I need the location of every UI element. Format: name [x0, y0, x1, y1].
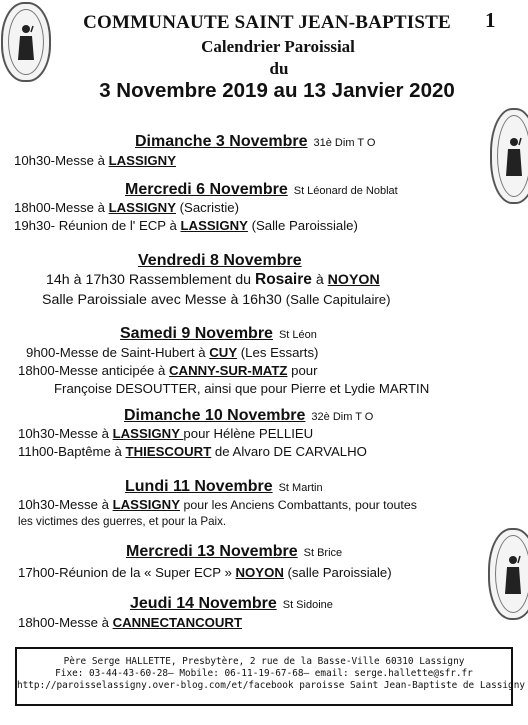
event-place: LASSIGNY	[112, 426, 184, 441]
event-line	[42, 292, 391, 308]
day-saint: 31è Dim T O	[313, 137, 376, 149]
page-title: COMMUNAUTE SAINT JEAN-BAPTISTE	[83, 12, 451, 33]
event-text: (Sacristie)	[176, 200, 240, 215]
day-title: Dimanche 10 Novembre	[124, 407, 306, 424]
day-title: Vendredi 8 Novembre	[138, 252, 302, 269]
day-saint: St Sidoine	[282, 599, 333, 611]
event-line	[18, 615, 242, 631]
event-place: NOYON	[327, 272, 380, 288]
event-place: THIESCOURT	[125, 444, 212, 459]
day-heading	[120, 324, 317, 345]
day-saint: St Martin	[278, 482, 323, 494]
event-text: 18h00-Messe à	[14, 200, 109, 215]
day-title: Lundi 11 Novembre	[125, 478, 273, 495]
contact-website: http://paroisselassigny.over-blog.com/et/facebook paroisse Saint Jean-Baptiste de Lassigny	[17, 680, 525, 691]
event-text: (Salle Capitulaire)	[285, 292, 391, 307]
contact-address: Père Serge HALLETTE, Presbytère, 2 rue de la Basse-Ville 60310 Lassigny	[63, 656, 465, 667]
contact-box	[15, 647, 525, 706]
day-title: Jeudi 14 Novembre	[130, 595, 277, 612]
day-saint: 32è Dim T O	[311, 411, 374, 423]
event-text: de Alvaro DE CARVALHO	[211, 444, 367, 459]
event-text: à	[311, 272, 328, 288]
day-title: Mercredi 13 Novembre	[126, 543, 298, 560]
day-title: Dimanche 3 Novembre	[135, 133, 308, 150]
event-text: (Salle Paroissiale)	[247, 218, 358, 233]
event-text: 9h00-Messe de Saint-Hubert à	[26, 345, 210, 360]
day-title: Mercredi 6 Novembre	[125, 181, 288, 198]
event-place: CANNY-SUR-MATZ	[169, 363, 288, 378]
page-subtitle: Calendrier Paroissial	[201, 37, 355, 56]
event-line	[14, 200, 239, 216]
day-saint: St Léonard de Noblat	[293, 185, 398, 197]
event-text: pour Hélène PELLIEU	[183, 426, 314, 441]
event-text: 17h00-Réunion de la « Super ECP »	[18, 565, 236, 580]
parish-seal-right-lower	[488, 528, 528, 620]
event-text: 10h30-Messe à	[18, 426, 113, 441]
event-text: Françoise DESOUTTER, ainsi que pour Pierre et Lydie MARTIN	[54, 381, 430, 396]
event-text: 11h00-Baptême à	[18, 444, 126, 459]
event-text: (salle Paroissiale)	[283, 565, 392, 580]
day-heading	[130, 594, 333, 615]
event-highlight: Rosaire	[255, 271, 312, 288]
event-place: LASSIGNY	[180, 218, 248, 233]
event-line	[18, 444, 367, 460]
event-text: 10h30-Messe à	[18, 497, 113, 512]
event-place: NOYON	[235, 565, 284, 580]
date-range-prefix: du	[269, 59, 289, 78]
event-text: 18h00-Messe anticipée à	[18, 363, 170, 378]
day-heading	[135, 132, 375, 153]
event-place: LASSIGNY	[108, 200, 176, 215]
event-place: LASSIGNY	[112, 497, 180, 512]
day-title: Samedi 9 Novembre	[120, 325, 273, 342]
event-line	[18, 565, 392, 581]
event-place: CUY	[209, 345, 238, 360]
day-heading	[125, 180, 398, 201]
event-text: 19h30- Réunion de l' ECP à	[14, 218, 181, 233]
event-text: 10h30-Messe à	[14, 153, 109, 168]
date-range: 3 Novembre 2019 au 13 Janvier 2020	[99, 79, 455, 102]
saint-figure-icon	[504, 134, 524, 178]
day-heading	[125, 477, 323, 498]
event-text: 14h à 17h30 Rassemblement du	[46, 272, 256, 288]
event-text: Salle Paroissiale avec Messe à 16h30	[42, 292, 286, 308]
event-text: les victimes des guerres, et pour la Paix.	[18, 515, 227, 528]
event-place: LASSIGNY	[108, 153, 176, 168]
event-text: pour les Anciens Combattants, pour toutes	[180, 498, 417, 512]
day-heading	[138, 251, 302, 270]
event-line	[26, 345, 318, 361]
event-line	[18, 426, 313, 442]
event-text: pour	[287, 363, 318, 378]
event-line	[18, 514, 226, 530]
page-number: 1	[485, 8, 496, 32]
parish-seal-right-upper	[490, 108, 528, 204]
day-saint: St Léon	[278, 329, 317, 341]
day-heading	[124, 406, 373, 427]
event-place: CANNECTANCOURT	[112, 615, 242, 630]
event-line	[14, 218, 358, 234]
event-text: 18h00-Messe à	[18, 615, 113, 630]
event-line	[46, 272, 380, 288]
day-heading	[126, 542, 342, 563]
saint-figure-icon	[503, 552, 523, 596]
event-line	[18, 363, 318, 379]
event-line	[54, 381, 429, 397]
event-line	[14, 153, 176, 169]
event-text: (Les Essarts)	[237, 345, 319, 360]
day-saint: St Brice	[303, 547, 343, 559]
contact-phones-email: Fixe: 03-44-43-60-28— Mobile: 06-11-19-67-68— email: serge.hallette@sfr.fr	[55, 668, 473, 679]
event-line	[18, 497, 417, 513]
